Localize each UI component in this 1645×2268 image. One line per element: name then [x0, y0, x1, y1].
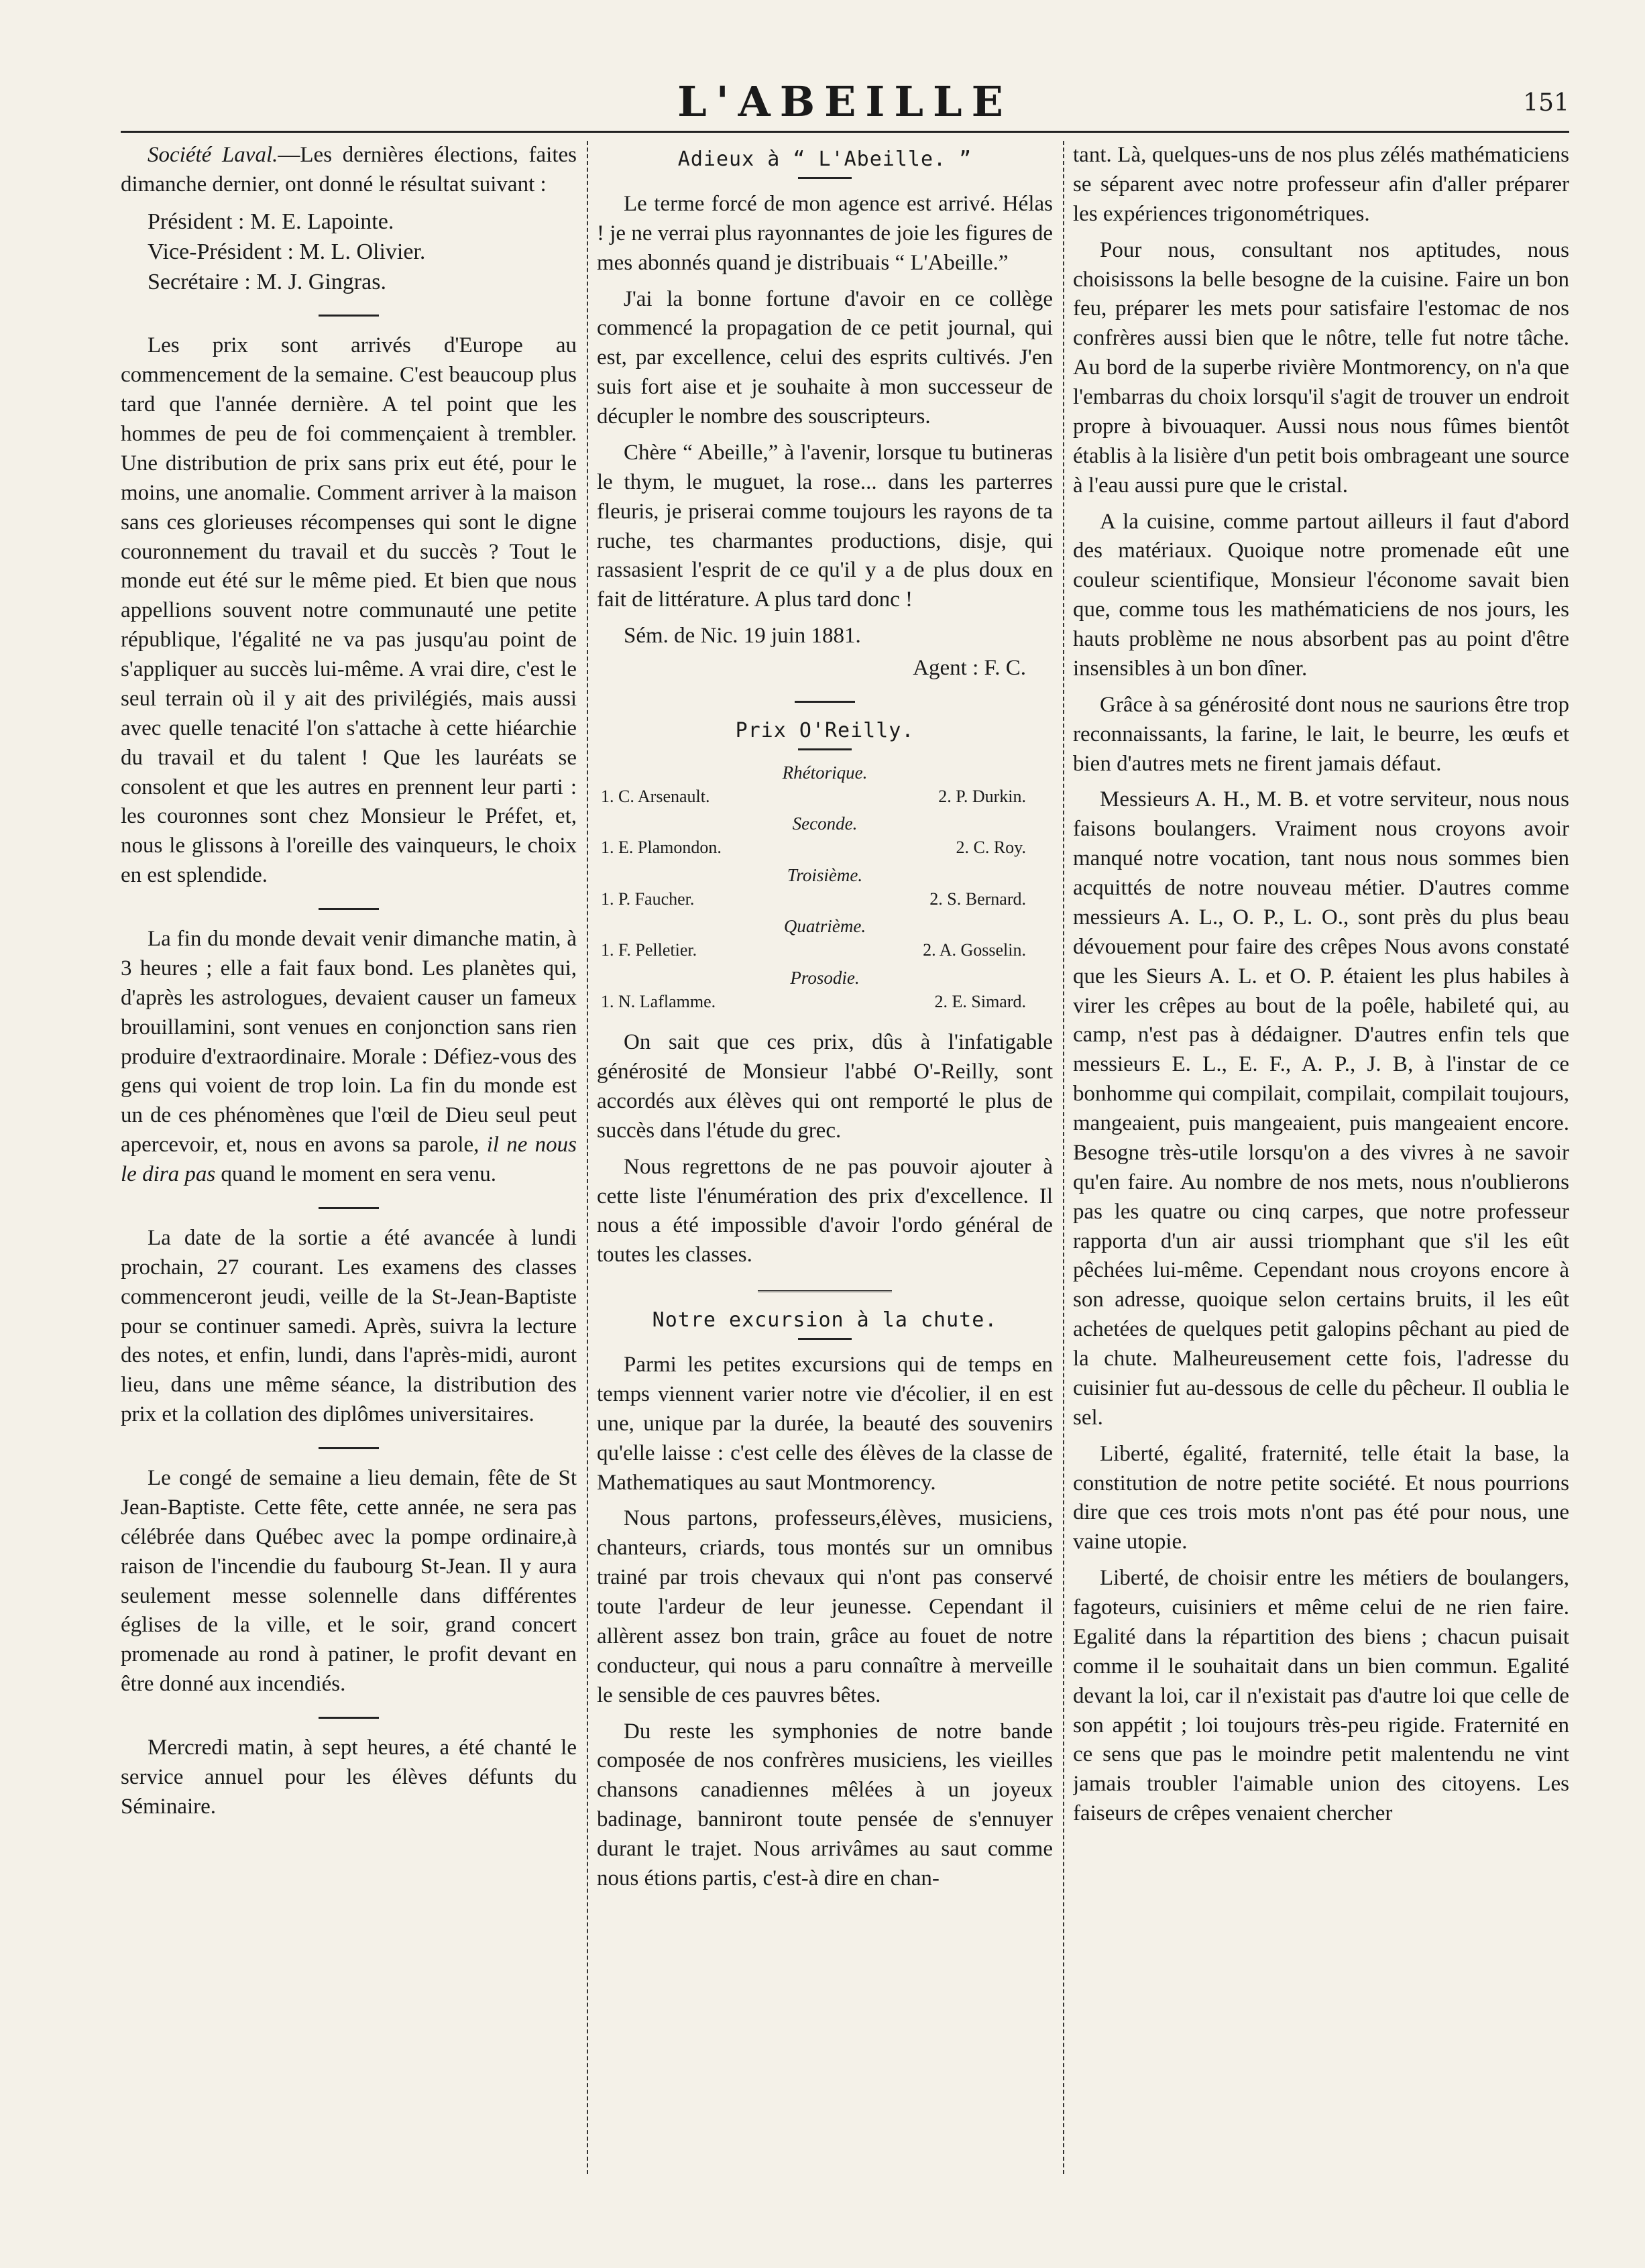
page-header	[121, 77, 1569, 131]
prize-row	[597, 888, 1053, 911]
adieux-paragraph-2: J'ai la bonne fortune d'avoir en ce collège commencé la propagation de ce petit journal, qui est, par excellence, celui des esprits cultivés. J'en suis fort aise et je souhaite à mon successeur de décupler le nombre des souscripteurs.	[597, 286, 1053, 429]
fin-du-monde-italic: il ne nous le dira pas	[121, 1133, 577, 1187]
prize-first: 1. N. Laflamme.	[601, 991, 716, 1011]
prix-oreilly-paragraph-2: Nous regrettons de ne pas pouvoir ajouter à cette liste l'énumération des prix d'excellence. Il nous a été impossible d'avoir l'ordo général de toutes les classes.	[597, 1154, 1053, 1267]
prize-class-name: Prosodie.	[790, 967, 860, 988]
prize-first: 1. C. Arsenault.	[601, 786, 710, 806]
section-separator	[319, 315, 379, 317]
excursion-paragraph-5: A la cuisine, comme partout ailleurs il faut d'abord des matériaux. Quoique notre promenade eût une couleur scientifique, Monsieur l'économe savait bien que, comme tous les mathématiciens de nos jours, les hauts problème ne nous absorbent pas au point d'être insensibles à un bon dîner.	[1073, 509, 1569, 681]
section-separator	[319, 1717, 379, 1719]
prize-class-name: Troisième.	[787, 864, 863, 885]
adieux-paragraph-1: Le terme forcé de mon agence est arrivé. Hélas ! je ne verrai plus rayonnantes de joie les figures de mes abonnés quand je distribuais “ L'Abeille.”	[597, 191, 1053, 275]
prize-class-name: Seconde.	[792, 813, 858, 834]
excursion-paragraph-8: Liberté, égalité, fraternité, telle était la base, la constitution de notre petite société. Et nous pourrions dire que ces trois mots n'ont pas été pour nous, une vaine utopie.	[1073, 1441, 1569, 1554]
officer-secretary: Secrétaire : M. J. Gingras.	[148, 270, 386, 295]
prize-second: 2. A. Gosselin.	[923, 940, 1026, 960]
section-separator	[319, 908, 379, 910]
prize-first: 1. E. Plamondon.	[601, 838, 722, 858]
prize-row	[597, 785, 1053, 809]
conge-paragraph: Le congé de semaine a lieu demain, fête de St Jean-Baptiste. Cette fête, cette année, ne sera pas célébrée dans Québec avec la pompe ordinaire,à raison de l'incendie du faubourg St-Jean. Il y aura seulement messe solennelle dans différentes églises de la ville, et le soir, grand concert promenade au rond à patiner, le profit devant en être donné aux incendiés.	[121, 1466, 577, 1697]
excursion-paragraph-4: Pour nous, consultant nos aptitudes, nous choisissons la belle besogne de la cuisine. Faire un bon feu, préparer les mets pour satisfaire l'estomac de nos confrères aussi bien que le nôtre, telle fut notre tâche. Au bord de la superbe rivière Montmorency, on n'a que l'embarras du choix lorsqu'il s'agit de trouver un endroit propre à bivouaquer. Aussi nous nous fûmes bientôt établis à la lisière d'un petit bois ombrageant une source à l'eau aussi pure que le cristal.	[1073, 237, 1569, 498]
prize-class-name: Quatrième.	[783, 916, 866, 937]
officer-vice-president: Vice-Président : M. L. Olivier.	[148, 239, 426, 264]
title-rule	[798, 177, 852, 179]
excursion-paragraph-7: Messieurs A. H., M. B. et votre serviteur, nous nous faisons boulangers. Vraiment nous croyons avoir manqué notre vocation, tant nous nous sommes bien acquittés de notre nouveau métier. D'autres comme messieurs A. L., O. P., L. O., sont près du plus beau dévouement pour faire des crêpes Nous avons constaté que les Sieurs A. L. et O. P. étaient les plus habiles à virer les crêpes au bout de la poêle, habileté qui, au camp, n'est pas à dédaigner. D'autres enfin tels que messieurs E. L., E. F., A. P., J. B, à l'instar de ce bonhomme qui compilait, compilait, compilait toujours, mangeaient, puis mangeaient, puis mangeaient encore. Besogne très-utile lorsqu'on a des vivres à ne savoir qu'en faire. Au nombre de nos mets, nous n'oublierons pas les quatre ou cinq carpes, que notre professeur rapporta d'un air aussi triomphant que s'il les eût pêchées lui-même. Cependant nous croyons encore à son adresse, quoique selon certains bruits, il les eût achetées de quelques petit galopins pêchant au pied de la chute. Malheureusement cette fois, l'adresse du cuisinier fut au-dessous de celle du pêcheur. Il oublia le sel.	[1073, 787, 1569, 1430]
column-1	[121, 141, 577, 2174]
excursion-paragraph-9: Liberté, de choisir entre les métiers de boulangers, fagoteurs, cuisiniers et même celui de ne rien faire. Egalité dans la répartition des biens ; chacun puisait comme il le souhaitait dans un bien commun. Egalité devant la loi, car il n'existait pas d'autre loi que celle de son appétit ; loi toujours très-peu rigide. Fraternité en ce sens que pas le moindre petit malentendu ne vint jamais troubler l'aimable union des citoyens. Les faiseurs de crêpes venaient chercher	[1073, 1566, 1569, 1826]
excursion-paragraph-2: Nous partons, professeurs,élèves, musiciens, chanteurs, criards, tous montés sur un omnibus trainé par trois chevaux qui n'ont pas conservé toute l'ardeur de leur jeunesse. Cependant il allèrent assez bon train, grâce au fouet de notre conducteur, qui nous a paru connaître à merveille le sensible de ces pauvres bêtes.	[597, 1506, 1053, 1707]
prize-class-name: Rhétorique.	[782, 762, 868, 783]
prix-oreilly-title: Prix O'Reilly.	[735, 718, 915, 742]
adieux-paragraph-3: Chère “ Abeille,” à l'avenir, lorsque tu butineras le thym, le muguet, la rose... dans les parterres fleuris, je priserai comme toujours les rayons de ta ruche, tes charmantes productions, disje, qui rassasient l'esprit de ce qu'il y a de plus doux en fait de littérature. A plus tard donc !	[597, 440, 1053, 612]
prize-row	[597, 990, 1053, 1014]
fin-du-monde-paragraph	[121, 925, 577, 1190]
excursion-paragraph-6: Grâce à sa générosité dont nous ne saurions être trop reconnaissants, la farine, le lait, le beurre, les œufs et bien d'autres mets ne firent jamais défaut.	[1073, 692, 1569, 776]
prize-second: 2. P. Durkin.	[938, 786, 1026, 806]
prix-paragraph: Les prix sont arrivés d'Europe au commencement de la semaine. C'est beaucoup plus tard que l'année dernière. A tel point que les hommes de peu de foi commençaient à trembler. Une distribution de prix sans prix eut été, pour le moins, une anomalie. Comment arriver à la maison sans ces glorieuses récompenses qui sont le digne couronnement du travail et du succès ? Tout le monde eut été sur le même pied. Et bien que nous appellions souvent notre communauté une petite république, l'égalité ne va pas jusqu'au point de s'appliquer au succès lui-même. A vrai dire, c'est le seul terrain où il y ait des privilégiés, mais aussi avec quelle tenacité l'on s'attache à cette hiéarchie du travail et du talent ! Que les lauréats se consolent et que les autres en prennent leur parti : les couronnes sont chez Monsieur le Préfet, et, nous le glissons à l'oreille des vainqueurs, le choix en est splendide.	[121, 333, 577, 888]
mercredi-paragraph: Mercredi matin, à sept heures, a été chanté le service annuel pour les élèves défunts du Séminaire.	[121, 1736, 577, 1819]
fin-du-monde-text-end: quand le moment en sera venu.	[221, 1162, 496, 1187]
title-rule	[798, 1338, 852, 1340]
excursion-paragraph-1: Parmi les petites excursions qui de temps en temps viennent varier notre vie d'écolier, il en est une, unique par la durée, la beauté des souvenirs qu'elle laisse : c'est celle des élèves de la classe de Mathematiques au saut Montmorency.	[597, 1353, 1053, 1495]
officer-president: Président : M. E. Lapointe.	[148, 209, 394, 234]
sortie-paragraph: La date de la sortie a été avancée à lundi prochain, 27 courant. Les examens des classes commenceront jeudi, veille de la St-Jean-Baptiste pour se continuer samedi. Après, suivra la lecture des notes, et enfin, lundi, dans l'après-midi, auront lieu, dans une même séance, la distribution des prix et la collation des diplômes universitaires.	[121, 1225, 577, 1427]
prix-oreilly-paragraph-1: On sait que ces prix, dûs à l'infatigable générosité de Monsieur l'abbé O'-Reilly, sont accordés aux élèves qui ont remporté le plus de succès dans l'étude du grec.	[597, 1030, 1053, 1143]
column-3	[1073, 141, 1569, 2174]
prize-second: 2. S. Bernard.	[929, 889, 1026, 909]
ornamental-separator	[758, 1290, 892, 1292]
adieux-signature: Agent : F. C.	[913, 656, 1026, 681]
societe-laval-paragraph	[121, 141, 577, 200]
prize-row	[597, 939, 1053, 962]
section-separator	[795, 701, 855, 703]
adieux-date: Sém. de Nic. 19 juin 1881.	[624, 624, 861, 648]
society-name: Société Laval.	[148, 143, 278, 167]
excursion-title: Notre excursion à la chute.	[652, 1308, 998, 1333]
column-2	[597, 141, 1053, 2174]
excursion-paragraph-3: Du reste les symphonies de notre bande composée de nos confrères musiciens, les vieilles chansons canadiennes mêlées à un joyeux badinage, banniront toute pensée de s'ennuyer durant le trajet. Nous arrivâmes au saut comme nous étions partis, c'est-à dire en chan-	[597, 1719, 1053, 1890]
prize-first: 1. P. Faucher.	[601, 889, 695, 909]
prize-row	[597, 836, 1053, 860]
column-divider	[1063, 141, 1064, 2174]
section-separator	[319, 1207, 379, 1209]
masthead-title: L'ABEILLE	[677, 77, 1013, 126]
society-intro: —Les dernières élections, faites dimanche dernier, ont donné le résultat suivant :	[121, 143, 577, 196]
prize-second: 2. E. Simard.	[934, 991, 1026, 1011]
title-rule	[798, 748, 852, 750]
adieux-title: Adieux à “ L'Abeille. ”	[677, 148, 972, 171]
section-separator	[319, 1447, 379, 1449]
prize-second: 2. C. Roy.	[956, 838, 1026, 858]
fin-du-monde-text: La fin du monde devait venir dimanche matin, à 3 heures ; elle a fait faux bond. Les planètes qui, d'après les astrologues, devaient causer un fameux brouillamini, sont venues en conjonction sans rien produire d'extraordinaire. Morale : Défiez-vous des gens qui voient de trop loin. La fin du monde est un de ces phénomènes que l'œil de Dieu seul peut apercevoir, et, nous en avons sa parole,	[121, 927, 577, 1157]
header-rule	[121, 131, 1569, 133]
excursion-continued: tant. Là, quelques-uns de nos plus zélés mathématiciens se séparent avec notre professeur afin d'aller préparer les expériences trigonométriques.	[1073, 143, 1569, 226]
page-number: 151	[1523, 89, 1569, 117]
column-divider	[587, 141, 588, 2174]
prize-first: 1. F. Pelletier.	[601, 940, 697, 960]
